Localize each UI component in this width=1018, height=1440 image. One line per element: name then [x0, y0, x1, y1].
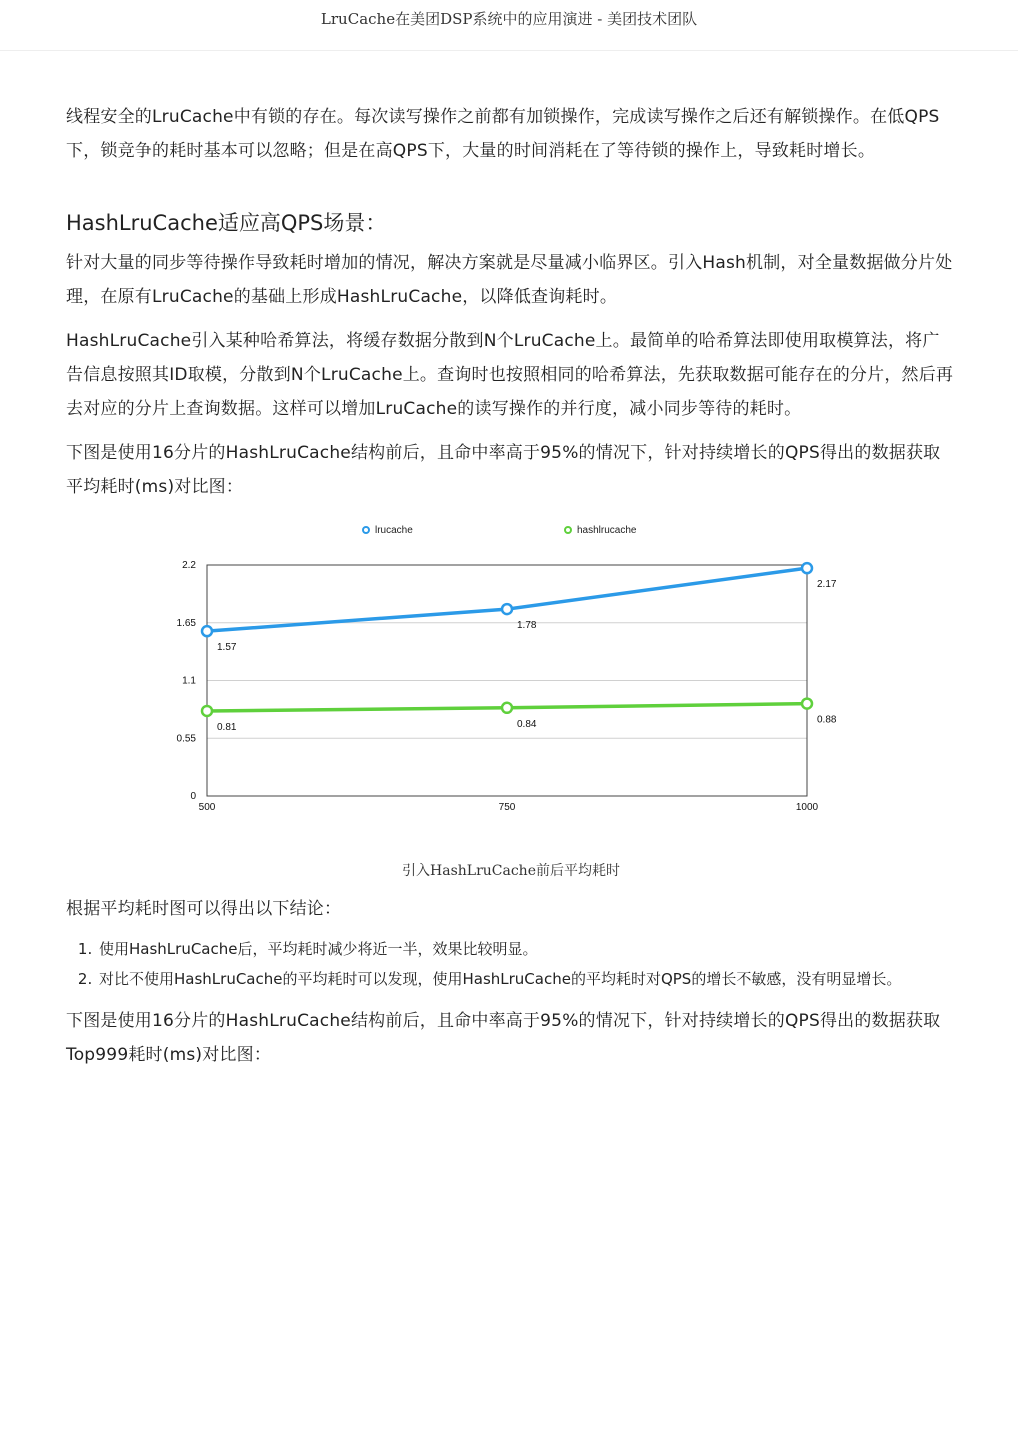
data-point — [202, 626, 212, 636]
figure-caption: 引入HashLruCache前后平均耗时 — [402, 863, 620, 879]
paragraph-top999-intro: 下图是使用16分片的HashLruCache结构前后，且命中率高于95%的情况下，针对持续增长的QPS得出的数据获取Top999耗时(ms)对比图： — [66, 1011, 941, 1065]
series-line-lrucache — [207, 568, 807, 631]
legend-marker — [363, 527, 369, 533]
legend-label: hashlrucache — [577, 525, 637, 536]
avg-latency-chart — [66, 522, 956, 832]
y-tick-label: 1.1 — [182, 675, 196, 687]
y-tick-label: 1.65 — [176, 617, 196, 629]
conclusion-list — [66, 934, 956, 994]
legend-marker — [565, 527, 571, 533]
data-label: 0.81 — [217, 721, 237, 733]
data-label: 0.84 — [517, 718, 537, 730]
paragraph-sharding: 针对大量的同步等待操作导致耗时增加的情况，解决方案就是尽量减小临界区。引入Hash机制，对全量数据做分片处理，在原有LruCache的基础上形成HashLruCache，以降低查询耗时。 — [66, 253, 953, 307]
x-tick-label: 500 — [198, 802, 216, 813]
conclusion-item: 2. 对比不使用HashLruCache的平均耗时可以发现，使用HashLruCache的平均耗时对QPS的增长不敏感，没有明显增长。 — [97, 964, 956, 994]
page-title: LruCache在美团DSP系统中的应用演进 - 美团技术团队 — [320, 10, 698, 28]
x-tick-label: 1000 — [795, 802, 819, 813]
y-tick-label: 0.55 — [176, 733, 196, 745]
paragraph-hash-algorithm: HashLruCache引入某种哈希算法，将缓存数据分散到N个LruCache上。最简单的哈希算法即使用取模算法，将广告信息按照其ID取模，分散到N个LruCache上。查询时也按照相同的哈希算法，先获取数据可能存在的分片，然后再去对应的分片上查询数据。这样可以增加LruCache的读写操作的并行度，减小同步等待的耗时。 — [66, 331, 954, 419]
intro-paragraph: 线程安全的LruCache中有锁的存在。每次读写操作之前都有加锁操作，完成读写操作之后还有解锁操作。在低QPS下，锁竞争的耗时基本可以忽略；但是在高QPS下，大量的时间消耗在了等待锁的操作上，导致耗时增长。 — [66, 107, 940, 161]
avg-latency-figure — [66, 522, 956, 862]
y-tick-label: 2.2 — [182, 560, 196, 571]
data-label: 2.17 — [817, 579, 837, 591]
data-point — [802, 699, 812, 709]
page-header — [0, 0, 1018, 51]
legend-label: lrucache — [375, 525, 413, 536]
conclusion-intro: 根据平均耗时图可以得出以下结论： — [66, 899, 342, 919]
data-label: 1.57 — [217, 642, 237, 654]
data-point — [802, 563, 812, 573]
data-label: 0.88 — [817, 714, 837, 726]
x-tick-label: 750 — [498, 802, 516, 813]
paragraph-chart-intro: 下图是使用16分片的HashLruCache结构前后，且命中率高于95%的情况下，针对持续增长的QPS得出的数据获取平均耗时(ms)对比图： — [66, 443, 941, 497]
conclusion-item: 1. 使用HashLruCache后，平均耗时减少将近一半，效果比较明显。 — [97, 934, 956, 964]
data-point — [502, 703, 512, 713]
data-point — [502, 604, 512, 614]
article-body — [66, 100, 956, 1072]
data-label: 1.78 — [517, 620, 537, 632]
y-tick-label: 0 — [190, 791, 196, 802]
section-heading: HashLruCache适应高QPS场景： — [66, 211, 387, 235]
data-point — [202, 706, 212, 716]
